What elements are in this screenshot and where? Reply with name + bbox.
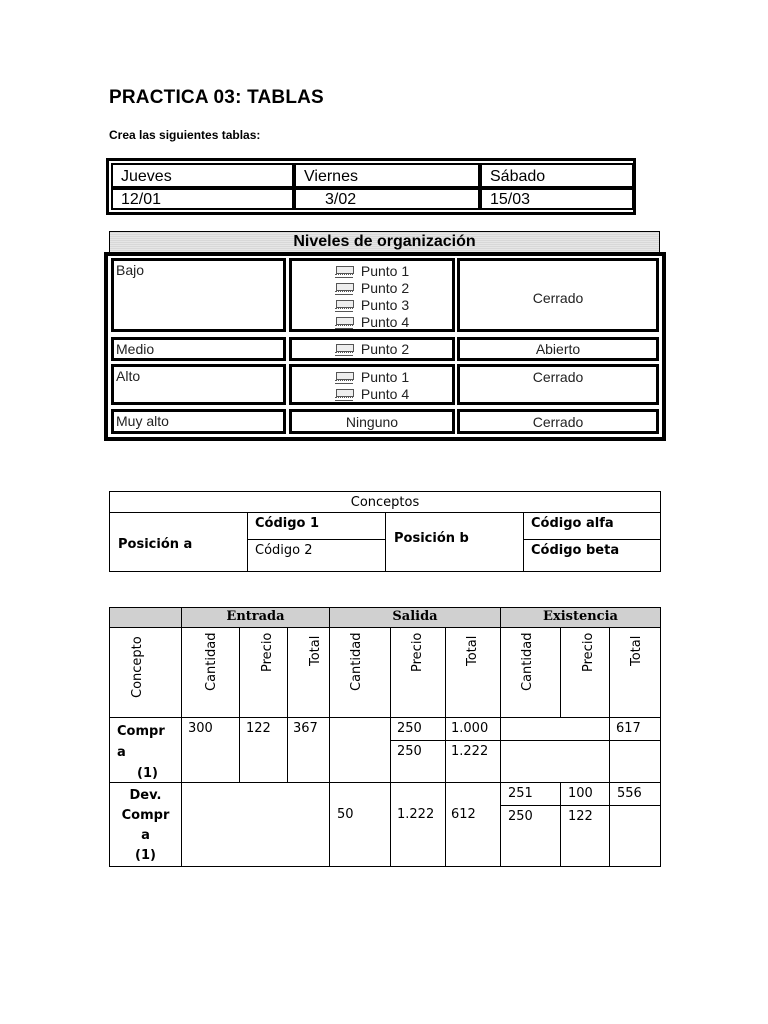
header-jueves: Jueves: [111, 163, 294, 188]
dev-existencia-precio-1: 100: [560, 782, 610, 806]
point-label: Punto 3: [360, 297, 410, 313]
point-label: Punto 4: [360, 386, 410, 402]
compra-salida-cantidad-blank: [329, 717, 391, 783]
dev-salida-cantidad: 50: [329, 782, 391, 867]
col-salida-precio: [390, 627, 446, 718]
point-label: Punto 2: [360, 341, 410, 357]
col-entrada-total: [287, 627, 330, 718]
group-existencia: Existencia: [500, 607, 661, 628]
compra-line: (1): [137, 766, 158, 781]
compra-existencia-blank-1: [500, 717, 610, 741]
compra-entrada-precio: 122: [239, 717, 288, 783]
level-bajo: Bajo: [111, 258, 286, 332]
point-label: Punto 2: [360, 280, 410, 296]
codigo-alfa: Código alfa: [523, 512, 661, 540]
col-salida-total: [445, 627, 501, 718]
value-jueves: 12/01: [111, 188, 294, 210]
points-muy-alto: Ninguno: [289, 409, 455, 434]
status-muy-alto: Cerrado: [457, 409, 659, 434]
dev-line: Compr: [121, 808, 170, 823]
col-existencia-precio: [560, 627, 610, 718]
col-entrada-cantidad: [181, 627, 240, 718]
dev-existencia-total-1: 556: [609, 782, 661, 806]
col-concepto: [109, 627, 182, 718]
posicion-b: Posición b: [385, 512, 524, 572]
group-salida: Salida: [329, 607, 501, 628]
compra-entrada-cantidad: 300: [181, 717, 240, 783]
point-label: Punto 1: [360, 369, 410, 385]
compra-existencia-blank-2: [500, 740, 610, 783]
compra-salida-total-1: 1.000: [445, 717, 501, 741]
codigo-beta: Código beta: [523, 539, 661, 572]
level-alto: Alto: [111, 364, 286, 405]
codigo-1: Código 1: [247, 512, 386, 540]
point-label: Punto 1: [360, 263, 410, 279]
compra-existencia-blank-3: [609, 740, 661, 783]
compra-salida-precio-1: 250: [390, 717, 446, 741]
dev-existencia-total-2-blank: [609, 805, 661, 867]
instructions: Crea las siguientes tablas:: [109, 128, 261, 142]
compra-existencia-total: 617: [609, 717, 661, 741]
col-label: Total: [465, 635, 480, 666]
codigo-2: Código 2: [247, 539, 386, 572]
col-existencia-total: [609, 627, 661, 718]
col-label: Precio: [410, 632, 425, 672]
status-medio: Abierto: [457, 337, 659, 361]
posicion-a: Posición a: [109, 512, 248, 572]
dev-line: a: [141, 828, 150, 843]
compra-line: Compr: [117, 724, 165, 739]
compra-entrada-total: 367: [287, 717, 330, 783]
header-sabado: Sábado: [480, 163, 634, 188]
dev-line: Dev.: [129, 788, 162, 803]
header-blank: [109, 607, 182, 628]
col-label: Total: [308, 635, 323, 666]
compra-line: a: [117, 745, 126, 760]
dev-salida-precio: 1.222: [390, 782, 446, 867]
compra-salida-total-2: 1.222: [445, 740, 501, 783]
col-existencia-cantidad: [500, 627, 561, 718]
col-entrada-precio: [239, 627, 288, 718]
compra-salida-precio-2: 250: [390, 740, 446, 783]
dev-line: (1): [135, 848, 156, 863]
row-compra-label: [109, 717, 182, 783]
status-alto: Cerrado: [457, 364, 659, 405]
col-label: Precio: [581, 632, 596, 672]
dev-existencia-cantidad-2: 250: [500, 805, 561, 867]
group-entrada: Entrada: [181, 607, 330, 628]
concepto-label: Concepto: [130, 636, 145, 698]
dev-existencia-precio-2: 122: [560, 805, 610, 867]
point-label: Punto 4: [360, 314, 410, 330]
conceptos-title: Conceptos: [109, 491, 661, 513]
page-title: PRACTICA 03: TABLAS: [109, 87, 324, 108]
level-medio: Medio: [111, 337, 286, 361]
value-sabado: 15/03: [480, 188, 634, 210]
col-label: Total: [629, 635, 644, 666]
niveles-title: Niveles de organización: [109, 231, 660, 253]
status-bajo: Cerrado: [457, 258, 659, 332]
row-dev-compra-label: [109, 782, 182, 867]
level-muy-alto: Muy alto: [111, 409, 286, 434]
col-label: Cantidad: [520, 632, 535, 691]
col-label: Cantidad: [204, 632, 219, 691]
dev-existencia-cantidad-1: 251: [500, 782, 561, 806]
dev-entrada-blank: [181, 782, 330, 867]
col-salida-cantidad: [329, 627, 391, 718]
value-viernes: 3/02: [294, 188, 480, 210]
col-label: Cantidad: [349, 632, 364, 691]
col-label: Precio: [260, 632, 275, 672]
header-viernes: Viernes: [294, 163, 480, 188]
dev-salida-total: 612: [445, 782, 501, 867]
